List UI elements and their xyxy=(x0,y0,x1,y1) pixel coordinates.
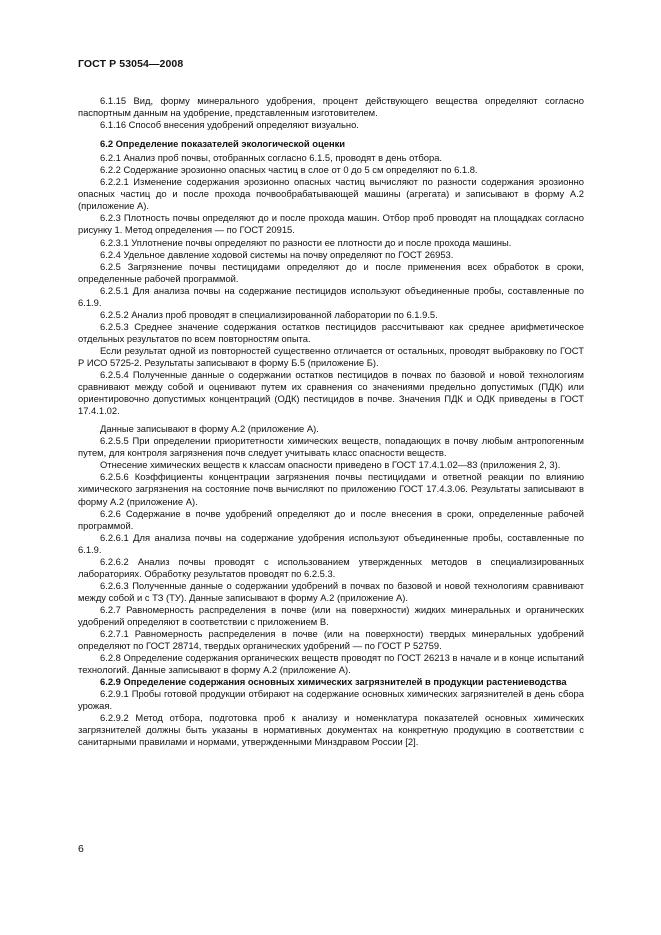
paragraph: 6.2.8 Определение содержания органических веществ проводят по ГОСТ 26213 в начале и в конце испытаний технологий. Данные записывают в форму А.2 (приложение А). xyxy=(78,652,584,676)
paragraph: 6.2.2 Содержание эрозионно опасных частиц в слое от 0 до 5 см определяют по 6.1.8. xyxy=(100,164,478,176)
paragraph: 6.2.3 Плотность почвы определяют до и после прохода машин. Отбор проб проводят на площадках согласно рисунку 1. Метод определения — по ГОСТ 20915. xyxy=(78,212,584,236)
section-heading: 6.2 Определение показателей экологической оценки xyxy=(100,138,346,150)
paragraph: 6.1.16 Способ внесения удобрений определяют визуально. xyxy=(100,119,359,131)
paragraph: 6.2.5.3 Среднее значение содержания остатков пестицидов рассчитывают как среднее арифметическое отдельных результатов по всем повторностям опыта. xyxy=(78,320,584,344)
paragraph: 6.2.5.6 Коэффициенты концентрации загрязнения почвы пестицидами и ответной реакции по влиянию химического загрязнения на состояние почв вычисляют по приложению ГОСТ 17.4.3.06. Результаты записывают в форму А.2 (приложение А). xyxy=(78,471,584,507)
paragraph: 6.1.15 Вид, форму минерального удобрения, процент действующего вещества определяют согласно паспортным данным на удобрение, представленным изготовителем. xyxy=(78,95,584,119)
subsection-heading: 6.2.9 Определение содержания основных химических загрязнителей в продукции растениеводства xyxy=(100,676,567,688)
paragraph: 6.2.6.2 Анализ почвы проводят с использованием утвержденных методов в специализированных лабораториях. Обработку результатов проводят по 6.2.5.3. xyxy=(78,555,584,579)
paragraph: 6.2.7 Равномерность распределения в почве (или на поверхности) жидких минеральных и органических удобрений определяют в соответствии с приложением В. xyxy=(78,603,584,627)
paragraph: 6.2.5.4 Полученные данные о содержании остатков пестицидов в почвах по базовой и новой технологиям сравнивают между собой и оценивают путем их сравнения со значениями предельно допустимых (ПДК) или ориентировочно допустимых концентраций (ОДК) пестицидов в почве. Значения ПДК и ОДК приведены в ГОСТ 17.4.1.02. xyxy=(78,369,584,417)
paragraph: 6.2.5.1 Для анализа почвы на содержание пестицидов используют объединенные пробы, составленные по 6.1.9. xyxy=(78,284,584,308)
paragraph: Отнесение химических веществ к классам опасности приведено в ГОСТ 17.4.1.02—83 (приложения 2, 3). xyxy=(100,459,561,471)
document-body xyxy=(78,95,584,748)
paragraph: 6.2.4 Удельное давление ходовой системы на почву определяют по ГОСТ 26953. xyxy=(100,248,454,260)
paragraph: 6.2.9.2 Метод отбора, подготовка проб к анализу и номенклатура показателей основных химических загрязнителей должны быть указаны в нормативных документах на конкретную продукцию в соответствии с санитарными правилами и нормами, утвержденными Минздравом России [2]. xyxy=(78,712,584,748)
paragraph: 6.2.6.1 Для анализа почвы на содержание удобрения используют объединенные пробы, составленные по 6.1.9. xyxy=(78,531,584,555)
paragraph: 6.2.1 Анализ проб почвы, отобранных согласно 6.1.5, проводят в день отбора. xyxy=(100,152,443,164)
document-header: ГОСТ Р 53054—2008 xyxy=(78,58,184,70)
page-number: 6 xyxy=(78,843,84,855)
paragraph: 6.2.9.1 Пробы готовой продукции отбирают на содержание основных химических загрязнителей в день сбора урожая. xyxy=(78,688,584,712)
paragraph: Данные записывают в форму А.2 (приложение А). xyxy=(100,423,319,435)
paragraph: 6.2.5.2 Анализ проб проводят в специализированной лаборатории по 6.1.9.5. xyxy=(100,308,438,320)
paragraph: 6.2.7.1 Равномерность распределения в почве (или на поверхности) твердых минеральных удобрений определяют по ГОСТ 28714, твердых органических удобрений — по ГОСТ Р 52759. xyxy=(78,628,584,652)
paragraph: 6.2.5.5 При определении приоритетности химических веществ, попадающих в почву любым антропогенным путем, для контроля загрязнения почв следует учитывать класс опасности веществ. xyxy=(78,435,584,459)
paragraph: 6.2.6 Содержание в почве удобрений определяют до и после внесения в сроки, определенные рабочей программой. xyxy=(78,507,584,531)
paragraph: 6.2.2.1 Изменение содержания эрозионно опасных частиц вычисляют по разности содержания эрозионно опасных частиц до и после прохода почвообрабатывающей машины (агрегата) и записывают в форму А.2 (приложение А). xyxy=(78,176,584,212)
paragraph: 6.2.6.3 Полученные данные о содержании удобрений в почвах по базовой и новой технологиям сравнивают между собой и с ТЗ (ТУ). Данные записывают в форму А.2 (приложение А). xyxy=(78,579,584,603)
paragraph: 6.2.5 Загрязнение почвы пестицидами определяют до и после применения всех обработок в сроки, определенные рабочей программой. xyxy=(78,260,584,284)
paragraph: 6.2.3.1 Уплотнение почвы определяют по разности ее плотности до и после прохода машины. xyxy=(100,236,512,248)
paragraph: Если результат одной из повторностей существенно отличается от остальных, проводят выбраковку по ГОСТ Р ИСО 5725-2. Результаты записывают в форму Б.5 (приложение Б). xyxy=(78,344,584,368)
